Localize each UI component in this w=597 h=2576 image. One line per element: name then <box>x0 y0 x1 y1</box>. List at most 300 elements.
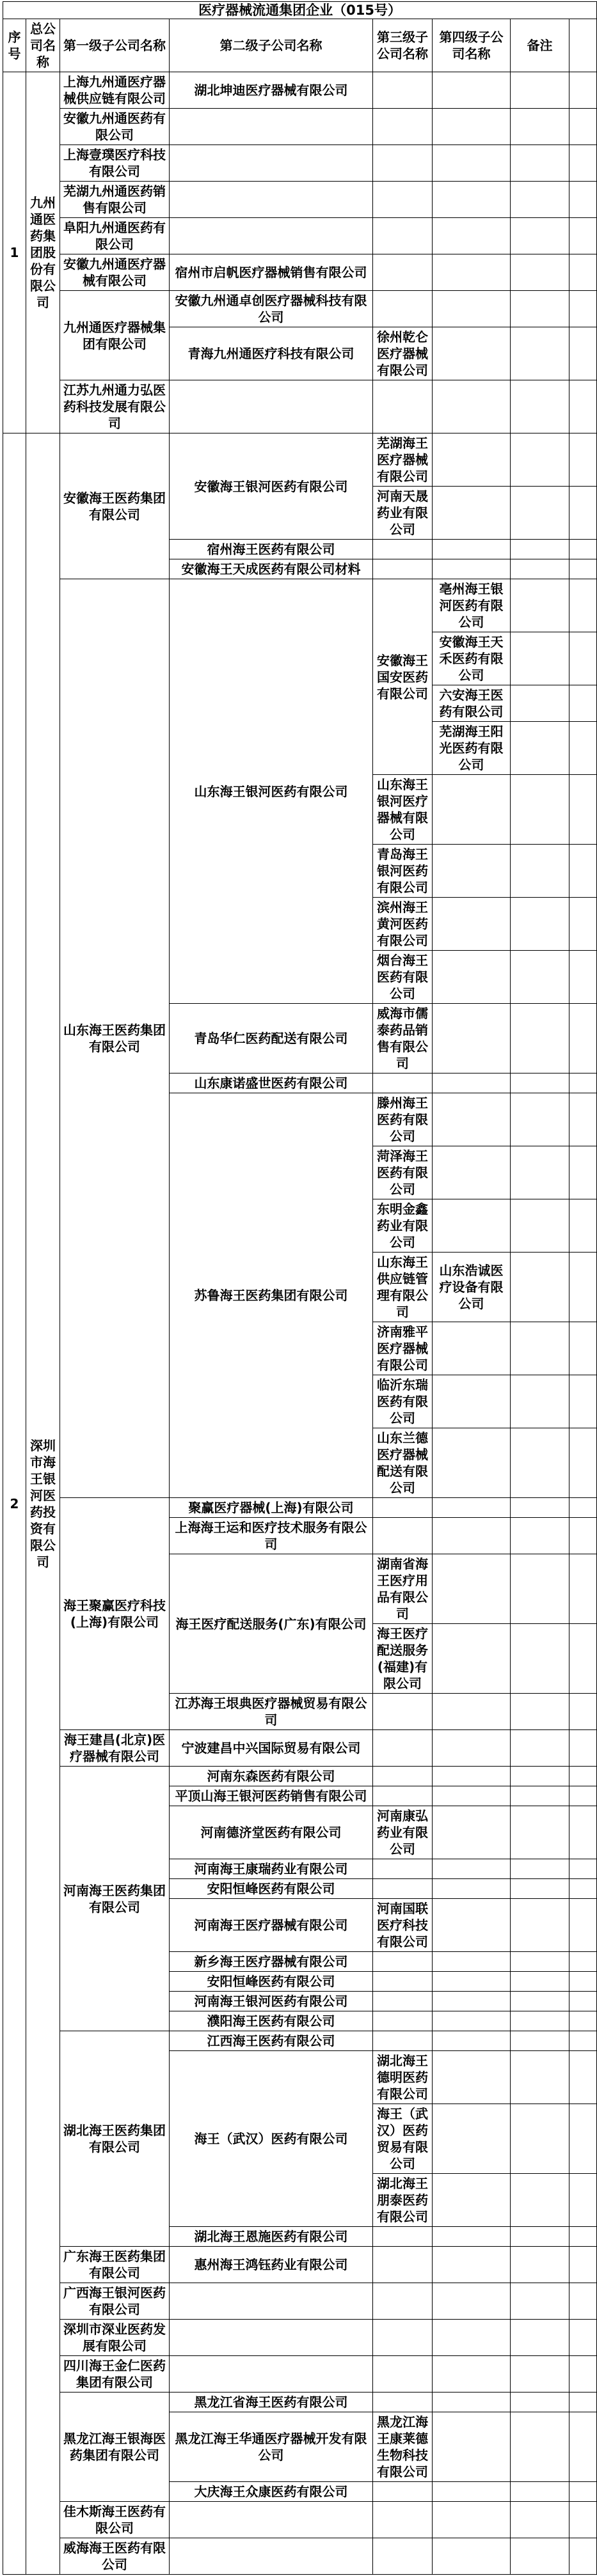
blank-cell <box>569 1992 597 2011</box>
table-row <box>3 2283 597 2320</box>
level2-company-cell: 山东海王银河医药有限公司 <box>170 579 373 1004</box>
remark-cell <box>511 1322 569 1375</box>
blank-cell <box>569 1879 597 1899</box>
blank-cell <box>569 380 597 433</box>
blank-cell <box>569 218 597 254</box>
level1-company-cell: 湖北海王医药集团有限公司 <box>60 2031 170 2247</box>
remark-cell <box>511 2011 569 2031</box>
level3-company-cell <box>373 254 433 291</box>
level1-company-cell: 黑龙江海王银海医药集团有限公司 <box>60 2393 170 2502</box>
level3-company-cell: 青岛海王银河医药有限公司 <box>373 845 433 898</box>
table-row <box>3 380 597 433</box>
level1-company-cell: 四川海王金仁医药集团有限公司 <box>60 2356 170 2393</box>
level4-company-cell <box>433 1199 511 1253</box>
level4-company-cell <box>433 1146 511 1199</box>
remark-cell <box>511 1199 569 1253</box>
remark-cell <box>511 1428 569 1498</box>
blank-cell <box>569 1806 597 1859</box>
blank-cell <box>569 1624 597 1694</box>
remark-cell <box>511 218 569 254</box>
remark-cell <box>511 327 569 380</box>
remark-cell <box>511 1073 569 1093</box>
blank-cell <box>569 951 597 1004</box>
col-parent-company: 总公司名称 <box>26 19 60 72</box>
remark-cell <box>511 1859 569 1879</box>
remark-cell <box>511 722 569 775</box>
level3-company-cell: 济南雅平医疗器械有限公司 <box>373 1322 433 1375</box>
table-row <box>3 2502 597 2538</box>
table-row <box>3 109 597 145</box>
col-level3-company: 第三级子公司名称 <box>373 19 433 72</box>
blank-cell <box>569 1322 597 1375</box>
table-row <box>3 291 597 327</box>
level2-company-cell: 湖北坤迪医疗器械有限公司 <box>170 72 373 109</box>
table-row <box>3 2031 597 2051</box>
level4-company-cell <box>433 2482 511 2502</box>
blank-cell <box>569 2538 597 2575</box>
level3-company-cell <box>373 218 433 254</box>
blank-cell <box>569 2283 597 2320</box>
level1-company-cell: 山东海王医药集团有限公司 <box>60 579 170 1498</box>
level3-company-cell <box>373 2247 433 2283</box>
level3-company-cell <box>373 2356 433 2393</box>
level4-company-cell: 安徽海王天禾医药有限公司 <box>433 632 511 685</box>
blank-cell <box>569 722 597 775</box>
blank-cell <box>569 559 597 579</box>
serial-cell: 1 <box>3 72 26 433</box>
table-row <box>3 579 597 632</box>
remark-cell <box>511 2031 569 2051</box>
remark-cell <box>511 1899 569 1952</box>
level4-company-cell <box>433 291 511 327</box>
blank-cell <box>569 1899 597 1952</box>
remark-cell <box>511 1730 569 1767</box>
parent-company-cell: 九州通医药集团股份有限公司 <box>26 72 60 433</box>
level3-company-cell <box>373 1730 433 1767</box>
table-row <box>3 2247 597 2283</box>
blank-cell <box>569 2502 597 2538</box>
remark-cell <box>511 2412 569 2482</box>
blank-cell <box>569 1428 597 1498</box>
level4-company-cell <box>433 1624 511 1694</box>
table-row <box>3 218 597 254</box>
level2-company-cell: 安徽九州通卓创医疗器械科技有限公司 <box>170 291 373 327</box>
level3-company-cell: 威海市儒泰药品销售有限公司 <box>373 1004 433 1073</box>
table-row <box>3 182 597 218</box>
blank-cell <box>569 845 597 898</box>
level4-company-cell <box>433 2011 511 2031</box>
level4-company-cell <box>433 1554 511 1624</box>
level4-company-cell <box>433 1879 511 1899</box>
level3-company-cell: 湖南省海王医疗用品有限公司 <box>373 1554 433 1624</box>
level3-company-cell: 湖北海王朋泰医药有限公司 <box>373 2174 433 2227</box>
level1-company-cell: 安徽九州通医疗器械有限公司 <box>60 254 170 291</box>
blank-cell <box>569 433 597 487</box>
table-row <box>3 2538 597 2575</box>
level3-company-cell <box>373 1073 433 1093</box>
level1-company-cell: 九州通医疗器械集团有限公司 <box>60 291 170 380</box>
level4-company-cell <box>433 380 511 433</box>
level3-company-cell: 湖北海王德明医药有限公司 <box>373 2051 433 2104</box>
level2-company-cell: 河南海王医疗器械有限公司 <box>170 1899 373 1952</box>
table-body <box>3 72 597 2575</box>
level4-company-cell <box>433 1428 511 1498</box>
table-row <box>3 2356 597 2393</box>
remark-cell <box>511 685 569 722</box>
remark-cell <box>511 1624 569 1694</box>
level4-company-cell <box>433 898 511 951</box>
level4-company-cell <box>433 540 511 559</box>
level4-company-cell <box>433 1518 511 1554</box>
remark-cell <box>511 1952 569 1972</box>
level2-company-cell: 平顶山海王银河医药销售有限公司 <box>170 1786 373 1806</box>
level3-company-cell: 滨州海王黄河医药有限公司 <box>373 898 433 951</box>
level1-company-cell: 海王聚赢医疗科技(上海)有限公司 <box>60 1498 170 1730</box>
level2-company-cell: 河南海王银河医药有限公司 <box>170 1992 373 2011</box>
table-row <box>3 1498 597 1518</box>
level1-company-cell: 上海壹璞医疗科技有限公司 <box>60 145 170 182</box>
level2-company-cell: 苏鲁海王医药集团有限公司 <box>170 1093 373 1498</box>
blank-cell <box>569 1730 597 1767</box>
level3-company-cell: 海王医疗配送服务(福建)有限公司 <box>373 1624 433 1694</box>
remark-cell <box>511 1992 569 2011</box>
blank-cell <box>569 2011 597 2031</box>
level2-company-cell: 河南海王康瑞药业有限公司 <box>170 1859 373 1879</box>
level3-company-cell <box>373 2227 433 2247</box>
remark-cell <box>511 559 569 579</box>
level4-company-cell <box>433 2283 511 2320</box>
blank-cell <box>569 145 597 182</box>
remark-cell <box>511 1879 569 1899</box>
table-row <box>3 2320 597 2356</box>
blank-cell <box>569 1253 597 1322</box>
level4-company-cell <box>433 1992 511 2011</box>
level4-company-cell <box>433 951 511 1004</box>
remark-cell <box>511 1554 569 1624</box>
header-row <box>3 19 597 72</box>
level4-company-cell <box>433 1786 511 1806</box>
blank-cell <box>569 1767 597 1786</box>
remark-cell <box>511 1093 569 1146</box>
blank-cell <box>569 487 597 540</box>
blank-cell <box>569 685 597 722</box>
remark-cell <box>511 2393 569 2412</box>
remark-cell <box>511 1498 569 1518</box>
level3-company-cell <box>373 2320 433 2356</box>
blank-cell <box>569 1073 597 1093</box>
remark-cell <box>511 2538 569 2575</box>
parent-company-cell: 深圳市海王银河医药投资有限公司 <box>26 433 60 2575</box>
level1-company-cell: 阜阳九州通医药有限公司 <box>60 218 170 254</box>
level3-company-cell <box>373 1879 433 1899</box>
level3-company-cell: 山东海王供应链管理有限公司 <box>373 1253 433 1322</box>
blank-cell <box>569 72 597 109</box>
level3-company-cell <box>373 1992 433 2011</box>
level2-company-cell: 宁波建昌中兴国际贸易有限公司 <box>170 1730 373 1767</box>
blank-cell <box>569 1093 597 1146</box>
level3-company-cell <box>373 2283 433 2320</box>
level2-company-cell: 海王医疗配送服务(广东)有限公司 <box>170 1554 373 1694</box>
blank-cell <box>569 775 597 845</box>
level3-company-cell <box>373 182 433 218</box>
remark-cell <box>511 182 569 218</box>
level4-company-cell <box>433 559 511 579</box>
remark-cell <box>511 2320 569 2356</box>
level1-company-cell: 安徽九州通医药有限公司 <box>60 109 170 145</box>
remark-cell <box>511 1972 569 1992</box>
table-row <box>3 1730 597 1767</box>
blank-cell <box>569 1004 597 1073</box>
remark-cell <box>511 2051 569 2104</box>
col-level4-company: 第四级子公司名称 <box>433 19 511 72</box>
remark-cell <box>511 1146 569 1199</box>
level3-company-cell <box>373 380 433 433</box>
level4-company-cell <box>433 2393 511 2412</box>
remark-cell <box>511 72 569 109</box>
blank-cell <box>569 1498 597 1518</box>
remark-cell <box>511 1253 569 1322</box>
level3-company-cell <box>373 72 433 109</box>
level3-company-cell: 滕州海王医药有限公司 <box>373 1093 433 1146</box>
level3-company-cell: 河南国联医疗科技有限公司 <box>373 1899 433 1952</box>
level2-company-cell: 黑龙江海王华通医疗器械开发有限公司 <box>170 2412 373 2482</box>
level2-company-cell: 黑龙江省海王医药有限公司 <box>170 2393 373 2412</box>
level3-company-cell <box>373 145 433 182</box>
remark-cell <box>511 433 569 487</box>
level4-company-cell: 芜湖海王阳光医药有限公司 <box>433 722 511 775</box>
level1-company-cell: 广西海王银河医药有限公司 <box>60 2283 170 2320</box>
level4-company-cell <box>433 1952 511 1972</box>
remark-cell <box>511 1004 569 1073</box>
level1-company-cell: 河南海王医药集团有限公司 <box>60 1767 170 2031</box>
col-blank <box>569 19 597 72</box>
col-serial: 序号 <box>3 19 26 72</box>
table-row <box>3 254 597 291</box>
blank-cell <box>569 2412 597 2482</box>
level2-company-cell <box>170 2502 373 2538</box>
level4-company-cell <box>433 1767 511 1786</box>
level2-company-cell: 宿州市启帆医疗器械销售有限公司 <box>170 254 373 291</box>
level1-company-cell: 江苏九州通力弘医药科技发展有限公司 <box>60 380 170 433</box>
level3-company-cell: 烟台海王医药有限公司 <box>373 951 433 1004</box>
level4-company-cell <box>433 433 511 487</box>
remark-cell <box>511 951 569 1004</box>
blank-cell <box>569 1972 597 1992</box>
level4-company-cell <box>433 72 511 109</box>
level4-company-cell: 山东浩诚医疗设备有限公司 <box>433 1253 511 1322</box>
company-table <box>3 1 597 2575</box>
blank-cell <box>569 109 597 145</box>
level3-company-cell: 芜湖海王医疗器械有限公司 <box>373 433 433 487</box>
level1-company-cell: 佳木斯海王医药有限公司 <box>60 2502 170 2538</box>
serial-cell: 2 <box>3 433 26 2575</box>
table-row <box>3 145 597 182</box>
blank-cell <box>569 2482 597 2502</box>
level4-company-cell <box>433 254 511 291</box>
table-row <box>3 1767 597 1786</box>
level4-company-cell <box>433 2538 511 2575</box>
level2-company-cell: 青岛华仁医药配送有限公司 <box>170 1004 373 1073</box>
level4-company-cell: 六安海王医药有限公司 <box>433 685 511 722</box>
remark-cell <box>511 2502 569 2538</box>
remark-cell <box>511 380 569 433</box>
level4-company-cell <box>433 2227 511 2247</box>
blank-cell <box>569 1375 597 1428</box>
level3-company-cell <box>373 2011 433 2031</box>
level3-company-cell: 海王（武汉）医药贸易有限公司 <box>373 2104 433 2174</box>
remark-cell <box>511 1375 569 1428</box>
blank-cell <box>569 579 597 632</box>
remark-cell <box>511 1786 569 1806</box>
level4-company-cell <box>433 1694 511 1730</box>
blank-cell <box>569 2031 597 2051</box>
level4-company-cell <box>433 1899 511 1952</box>
remark-cell <box>511 2247 569 2283</box>
level4-company-cell <box>433 1322 511 1375</box>
blank-cell <box>569 2356 597 2393</box>
level3-company-cell <box>373 109 433 145</box>
remark-cell <box>511 2227 569 2247</box>
level4-company-cell: 亳州海王银河医药有限公司 <box>433 579 511 632</box>
level3-company-cell <box>373 1498 433 1518</box>
col-level2-company: 第二级子公司名称 <box>170 19 373 72</box>
level3-company-cell <box>373 291 433 327</box>
level3-company-cell <box>373 2538 433 2575</box>
level2-company-cell: 聚赢医疗器械(上海)有限公司 <box>170 1498 373 1518</box>
level2-company-cell <box>170 2538 373 2575</box>
level4-company-cell <box>433 1093 511 1146</box>
remark-cell <box>511 845 569 898</box>
level4-company-cell <box>433 218 511 254</box>
level4-company-cell <box>433 2104 511 2174</box>
level4-company-cell <box>433 2502 511 2538</box>
level2-company-cell: 安徽海王银河医药有限公司 <box>170 433 373 540</box>
level2-company-cell: 上海海王运和医疗技术服务有限公司 <box>170 1518 373 1554</box>
level4-company-cell <box>433 487 511 540</box>
remark-cell <box>511 1767 569 1786</box>
remark-cell <box>511 1518 569 1554</box>
remark-cell <box>511 898 569 951</box>
table-row <box>3 2393 597 2412</box>
remark-cell <box>511 1806 569 1859</box>
level4-company-cell <box>433 2247 511 2283</box>
blank-cell <box>569 1952 597 1972</box>
col-level1-company: 第一级子公司名称 <box>60 19 170 72</box>
level3-company-cell <box>373 2031 433 2051</box>
level3-company-cell <box>373 1767 433 1786</box>
blank-cell <box>569 1786 597 1806</box>
level2-company-cell <box>170 109 373 145</box>
level3-company-cell: 东明金鑫药业有限公司 <box>373 1199 433 1253</box>
remark-cell <box>511 2356 569 2393</box>
level2-company-cell: 安阳恒峰医药有限公司 <box>170 1972 373 1992</box>
remark-cell <box>511 2283 569 2320</box>
blank-cell <box>569 182 597 218</box>
level4-company-cell <box>433 1073 511 1093</box>
level2-company-cell: 惠州海王鸿钰药业有限公司 <box>170 2247 373 2283</box>
level2-company-cell: 安徽海王天成医药有限公司材料 <box>170 559 373 579</box>
blank-cell <box>569 632 597 685</box>
level2-company-cell <box>170 182 373 218</box>
level3-company-cell: 菏泽海王医药有限公司 <box>373 1146 433 1199</box>
level3-company-cell <box>373 1952 433 1972</box>
remark-cell <box>511 2174 569 2227</box>
level3-company-cell: 黑龙江海王康莱德生物科技有限公司 <box>373 2412 433 2482</box>
level2-company-cell <box>170 2356 373 2393</box>
remark-cell <box>511 632 569 685</box>
blank-cell <box>569 2247 597 2283</box>
level4-company-cell <box>433 1004 511 1073</box>
level4-company-cell <box>433 2031 511 2051</box>
level3-company-cell: 山东海王银河医疗器械有限公司 <box>373 775 433 845</box>
blank-cell <box>569 1694 597 1730</box>
blank-cell <box>569 1518 597 1554</box>
blank-cell <box>569 2051 597 2104</box>
level1-company-cell: 海王建昌(北京)医疗器械有限公司 <box>60 1730 170 1767</box>
level2-company-cell: 安阳恒峰医药有限公司 <box>170 1879 373 1899</box>
remark-cell <box>511 145 569 182</box>
remark-cell <box>511 775 569 845</box>
remark-cell <box>511 109 569 145</box>
level3-company-cell <box>373 540 433 559</box>
level3-company-cell <box>373 1786 433 1806</box>
level2-company-cell: 河南德济堂医药有限公司 <box>170 1806 373 1859</box>
level4-company-cell <box>433 2320 511 2356</box>
remark-cell <box>511 291 569 327</box>
level2-company-cell: 山东康诺盛世医药有限公司 <box>170 1073 373 1093</box>
level2-company-cell: 江苏海王垠典医疗器械贸易有限公司 <box>170 1694 373 1730</box>
blank-cell <box>569 2227 597 2247</box>
blank-cell <box>569 1199 597 1253</box>
blank-cell <box>569 1146 597 1199</box>
level4-company-cell <box>433 1806 511 1859</box>
level4-company-cell <box>433 2356 511 2393</box>
blank-cell <box>569 1554 597 1624</box>
table-row <box>3 72 597 109</box>
level3-company-cell: 河南康弘药业有限公司 <box>373 1806 433 1859</box>
level3-company-cell <box>373 2482 433 2502</box>
level1-company-cell: 威海海王医药有限公司 <box>60 2538 170 2575</box>
level3-company-cell: 安徽海王国安医药有限公司 <box>373 579 433 775</box>
level2-company-cell: 河南东森医药有限公司 <box>170 1767 373 1786</box>
level1-company-cell: 深圳市深业医药发展有限公司 <box>60 2320 170 2356</box>
level3-company-cell <box>373 1518 433 1554</box>
level4-company-cell <box>433 145 511 182</box>
blank-cell <box>569 2104 597 2174</box>
level4-company-cell <box>433 182 511 218</box>
level2-company-cell <box>170 2320 373 2356</box>
level2-company-cell: 青海九州通医疗科技有限公司 <box>170 327 373 380</box>
table-row <box>3 433 597 487</box>
level4-company-cell <box>433 1730 511 1767</box>
blank-cell <box>569 327 597 380</box>
level4-company-cell <box>433 1859 511 1879</box>
remark-cell <box>511 579 569 632</box>
level1-company-cell: 上海九州通医疗器械供应链有限公司 <box>60 72 170 109</box>
blank-cell <box>569 254 597 291</box>
level4-company-cell <box>433 775 511 845</box>
remark-cell <box>511 254 569 291</box>
col-remark: 备注 <box>511 19 569 72</box>
blank-cell <box>569 2174 597 2227</box>
remark-cell <box>511 487 569 540</box>
level4-company-cell <box>433 1498 511 1518</box>
level2-company-cell <box>170 380 373 433</box>
level2-company-cell: 江西海王医药有限公司 <box>170 2031 373 2051</box>
remark-cell <box>511 2104 569 2174</box>
blank-cell <box>569 291 597 327</box>
page-title: 医疗器械流通集团企业（015号） <box>3 2 597 19</box>
